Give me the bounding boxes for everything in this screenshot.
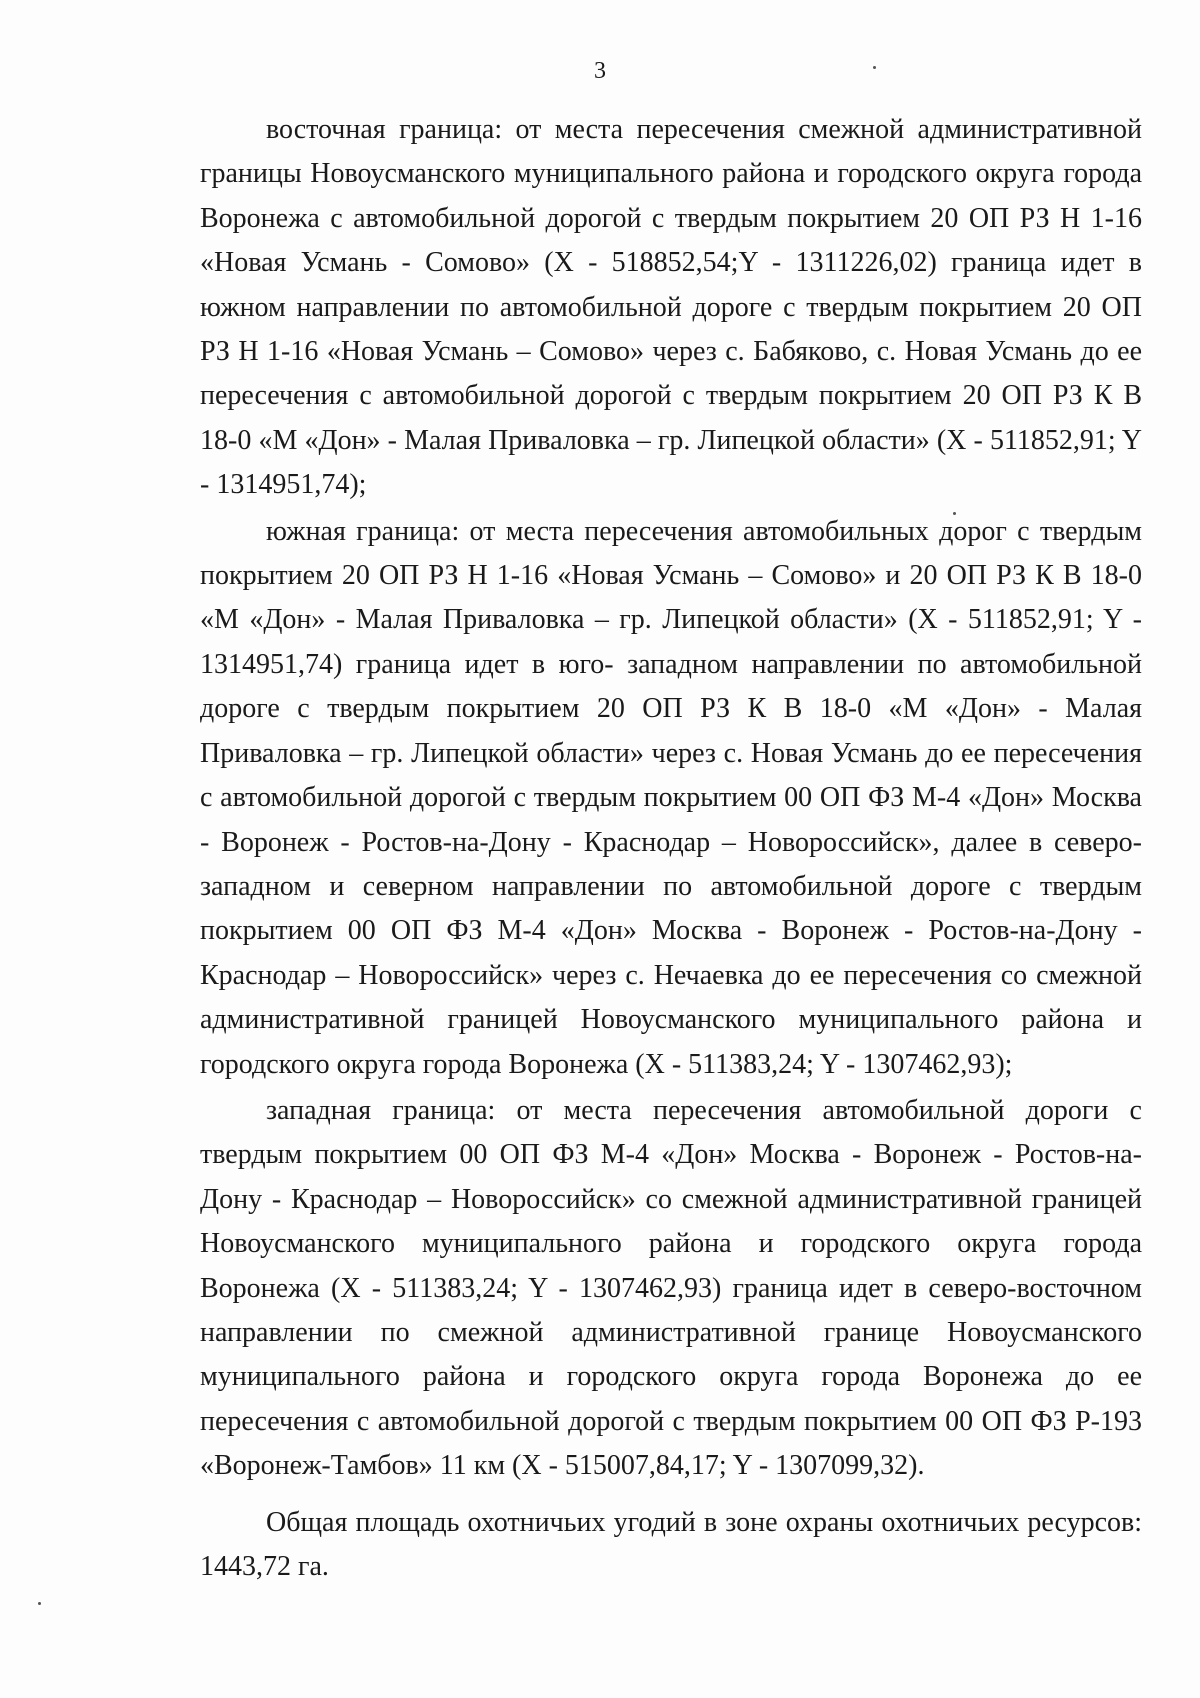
paragraph-south-boundary: южная граница: от места пересечения автомобильных дорог с твердым покрытием 20 ОП РЗ Н 1-16 «Новая Усмань – Сомово» и 20 ОП РЗ К В 18-0 «М «Дон» - Малая Приваловка – гр. Липецкой области» (X - 511852,91; Y - 1314951,74) граница идет в юго- западном направлении по автомобильной дороге с твердым покрытием 20 ОП РЗ К В 18-0 «М «Дон» - Малая Приваловка – гр. Липецкой области» через с. Новая Усмань до ее пересечения с автомобильной дорогой с твердым покрытием 00 ОП ФЗ М-4 «Дон» Москва - Воронеж - Ростов-на-Дону - Краснодар – Новороссийск», далее в северо-западном и северном направлении по автомобильной дороге с твердым покрытием 00 ОП ФЗ М-4 «Дон» Москва - Воронеж - Ростов-на-Дону - Краснодар – Новороссийск» через с. Нечаевка до ее пересечения со смежной административной границей Новоусманского муниципального района и городского округа города Воронежа (X - 511383,24; Y - 1307462,93);: [200, 515, 1142, 1080]
document-body: [200, 108, 1142, 1591]
scan-speck: [873, 66, 876, 69]
paragraph-west-boundary: западная граница: от места пересечения автомобильной дороги с твердым покрытием 00 ОП ФЗ М-4 «Дон» Москва - Воронеж - Ростов-на-Дону - Краснодар – Новороссийск» со смежной административной границей Новоусманского муниципального района и городского округа города Воронежа (X - 511383,24; Y - 1307462,93) граница идет в северо-восточном направлении по смежной административной границе Новоусманского муниципального района и городского округа города Воронежа до ее пересечения с автомобильной дорогой с твердым покрытием 00 ОП ФЗ Р-193 «Воронеж-Тамбов» 11 км (X - 515007,84,17; Y - 1307099,32).: [200, 1094, 1142, 1482]
paragraph-east-boundary: восточная граница: от места пересечения смежной административной границы Новоусманского муниципального района и городского округа города Воронежа с автомобильной дорогой с твердым покрытием 20 ОП РЗ Н 1-16 «Новая Усмань - Сомово» (X - 518852,54;Y - 1311226,02) граница идет в южном направлении по автомобильной дороге с твердым покрытием 20 ОП РЗ Н 1-16 «Новая Усмань – Сомово» через с. Бабяково, с. Новая Усмань до ее пересечения с автомобильной дорогой с твердым покрытием 20 ОП РЗ К В 18-0 «М «Дон» - Малая Приваловка – гр. Липецкой области» (X - 511852,91; Y - 1314951,74);: [200, 114, 1142, 501]
scan-speck: [953, 512, 956, 515]
paragraph-total-area: Общая площадь охотничьих угодий в зоне охраны охотничьих ресурсов: 1443,72 га.: [200, 1506, 1142, 1582]
scan-speck: [38, 1602, 41, 1605]
page-number: 3: [594, 58, 606, 84]
